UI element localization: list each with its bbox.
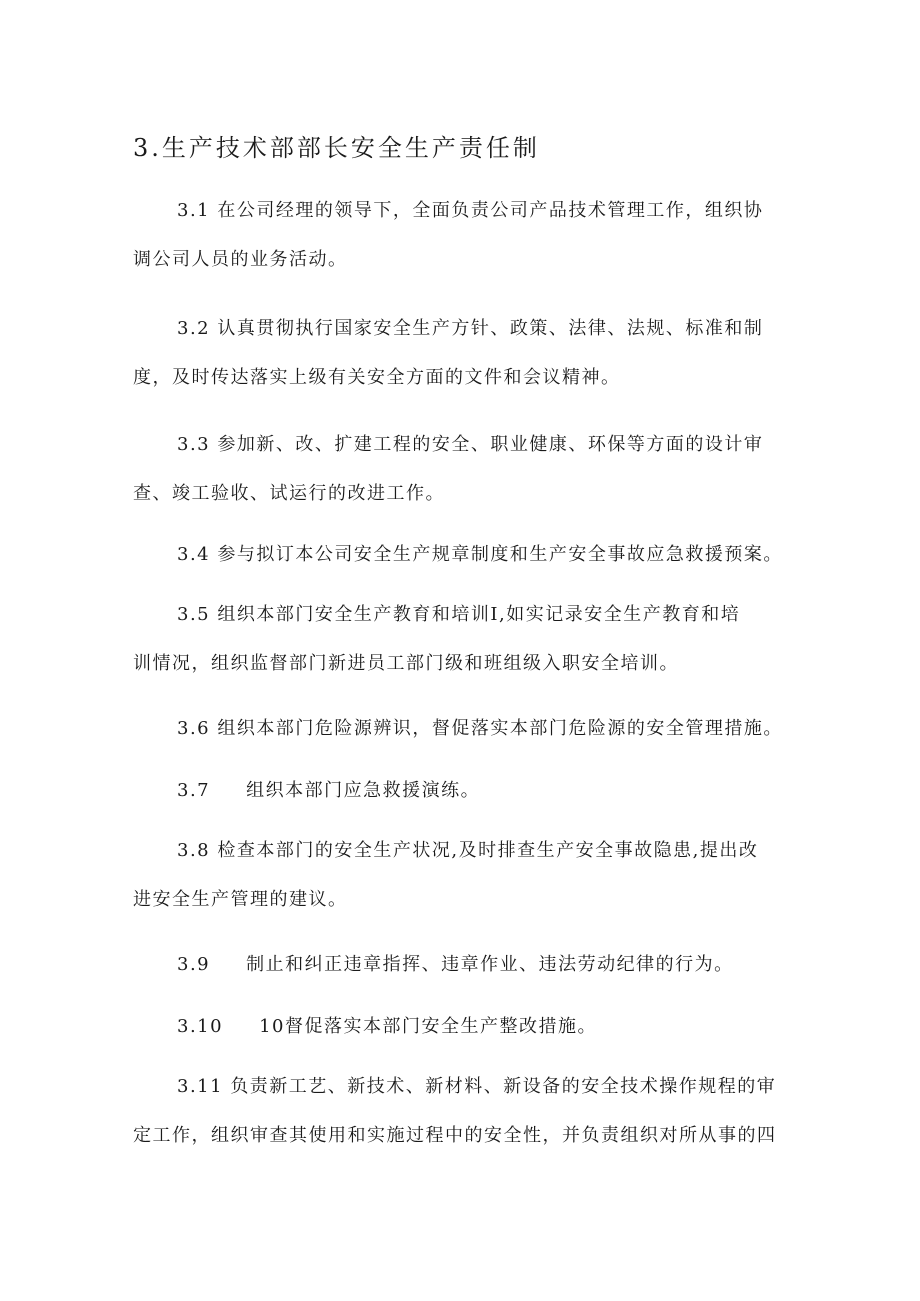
paragraph-line: 训情况，组织监督部门新进员工部门级和班组级入职安全培训。 xyxy=(133,653,679,674)
clause-number: 3.7 xyxy=(177,780,211,801)
paragraph-line xyxy=(133,420,793,469)
clause-number: 3.1 xyxy=(177,200,211,221)
paragraph-3-4 xyxy=(133,530,793,579)
clause-number: 3.6 xyxy=(177,718,211,739)
clause-text: 认真贯彻执行国家安全生产方针、政策、法律、法规、标准和制 xyxy=(217,318,764,339)
clause-number: 3.3 xyxy=(177,434,211,455)
paragraph-3-5 xyxy=(133,590,793,688)
paragraph-3-7 xyxy=(133,766,793,815)
paragraph-3-6 xyxy=(133,704,793,753)
paragraph-3-3 xyxy=(133,420,793,518)
clause-text: 组织本部门危险源辨识，督促落实本部门危险源的安全管理措施。 xyxy=(217,718,783,739)
paragraph-line xyxy=(133,530,793,579)
section-heading: 3.生产技术部部长安全生产责任制 xyxy=(133,134,540,162)
clause-text: 负责新工艺、新技术、新材料、新设备的安全技术操作规程的审 xyxy=(230,1076,777,1097)
paragraph-line: 调公司人员的业务活动。 xyxy=(133,249,348,270)
clause-text: 组织本部门安全生产教育和培训I,如实记录安全生产教育和培 xyxy=(217,604,741,625)
clause-number: 3.11 xyxy=(177,1076,224,1097)
clause-number: 3.8 xyxy=(177,840,211,861)
paragraph-3-1 xyxy=(133,186,793,284)
paragraph-line: 查、竣工验收、试运行的改进工作。 xyxy=(133,483,445,504)
clause-number: 3.10 xyxy=(177,1016,224,1037)
clause-number: 3.4 xyxy=(177,544,211,565)
paragraph-3-11 xyxy=(133,1062,793,1160)
paragraph-line xyxy=(133,186,793,235)
clause-number: 3.2 xyxy=(177,318,211,339)
clause-text: 检查本部门的安全生产状况,及时排查生产安全事故隐患,提出改 xyxy=(217,840,759,861)
clause-text: 制止和纠正违章指挥、违章作业、违法劳动纪律的行为。 xyxy=(246,954,734,975)
paragraph-3-10 xyxy=(133,1002,793,1051)
paragraph-3-2 xyxy=(133,304,793,402)
paragraph-line xyxy=(133,766,793,815)
clause-text: 参加新、改、扩建工程的安全、职业健康、环保等方面的设计审 xyxy=(217,434,764,455)
clause-text: 参与拟订本公司安全生产规章制度和生产安全事故应急救援预案。 xyxy=(217,544,783,565)
paragraph-line xyxy=(133,590,793,639)
clause-text: 在公司经理的领导下，全面负责公司产品技术管理工作，组织协 xyxy=(217,200,764,221)
paragraph-line xyxy=(133,304,793,353)
clause-text: 10督促落实本部门安全生产整改措施。 xyxy=(259,1016,597,1037)
paragraph-3-9 xyxy=(133,940,793,989)
paragraph-3-8 xyxy=(133,826,793,924)
paragraph-line xyxy=(133,704,793,753)
paragraph-line xyxy=(133,1002,793,1051)
paragraph-line: 度，及时传达落实上级有关安全方面的文件和会议精神。 xyxy=(133,367,621,388)
paragraph-line xyxy=(133,826,793,875)
paragraph-line xyxy=(133,1062,793,1111)
clause-text: 组织本部门应急救援演练。 xyxy=(246,780,481,801)
paragraph-line xyxy=(133,940,793,989)
clause-number: 3.9 xyxy=(177,954,211,975)
clause-number: 3.5 xyxy=(177,604,211,625)
paragraph-line: 进安全生产管理的建议。 xyxy=(133,889,348,910)
paragraph-line: 定工作，组织审查其使用和实施过程中的安全性，并负责组织对所从事的四 xyxy=(133,1125,777,1146)
